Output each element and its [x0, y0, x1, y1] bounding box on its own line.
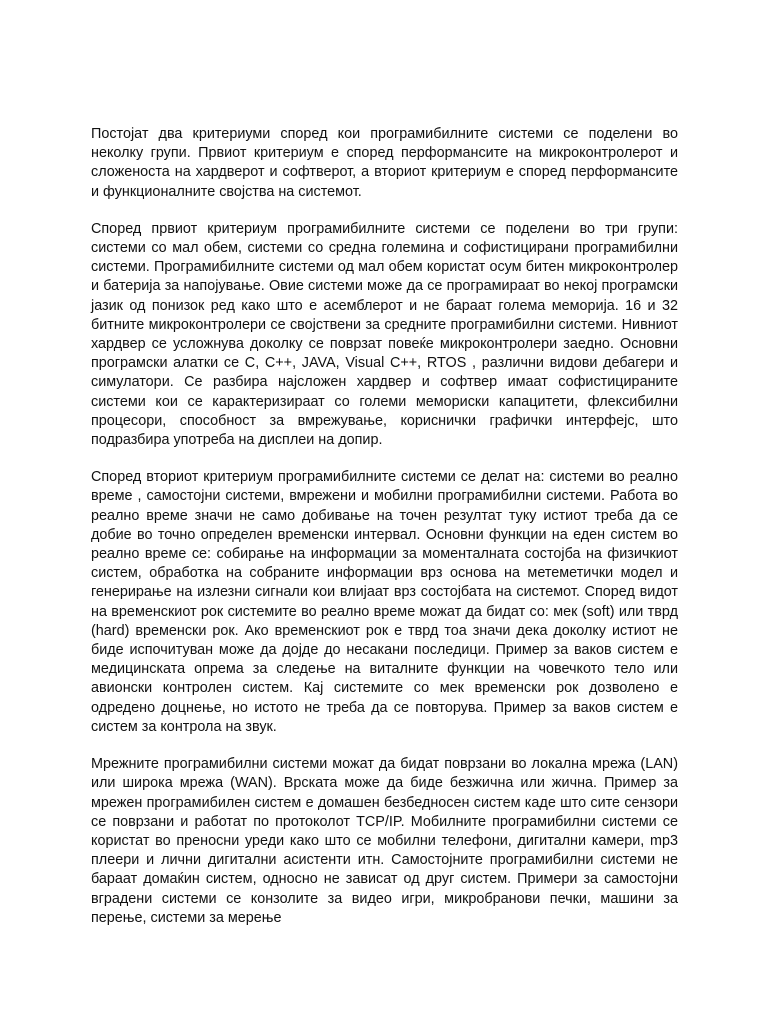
paragraph-network-systems: Мрежните програмибилни системи можат да бидат поврзани во локална мрежа (LAN) или широка мрежа (WAN). Врската може да биде безжична или жична. Пример за мрежен програмибилен систем е домашен безбедносен систем каде што сите сензори се поврзани и работат по протоколот TCP/IP. Мобилните програмибилни системи се користат во преносни уреди како што се мобилни телефони, дигитални камери, mp3 плеери и лични дигитални асистенти итн. Самостојните програмибилни системи не бараат домаќин систем, односно не зависат од друг систем. Примери за самостојни вградени системи се конзолите за видео игри, микробранови печки, машини за перење, системи за мерење	[91, 756, 678, 926]
paragraph-first-criterion: Според првиот критериум програмибилните системи се поделени во три групи: системи со мал обем, системи со средна големина и софистицирани програмибилни системи. Програмибилните системи од мал обем користат осум битен микроконтролер и батерија за напојување. Овие системи може да се програмираат во некој програмски јазик од понизок ред како што е асемблерот и не бараат голема меморија. 16 и 32 битните микроконтролери се својствени за средните програмибилни системи. Нивниот хардвер се усложнува доколку се поврзат повеќе микроконтролери заедно. Основни програмски алатки се C, C++, JAVA, Visual C++, RTOS , различни видови дебагери и симулатори. Се разбира најсложен хардвер и софтвер имаат софистицираните системи кои се карактеризираат со големи мемориски капацитети, флексибилни процесори, способност за вмрежување, кориснички графички интерфејс, што подразбира употреба на дисплеи на допир.	[91, 220, 678, 449]
paragraph-criteria-intro: Постојат два критериуми според кои програмибилните системи се поделени во неколку групи. Првиот критериум е според перформансите на микроконтролерот и сложеноста на хардверот и софтверот, а вториот критериум е според перформансите и функционалните својства на системот.	[91, 126, 678, 200]
paragraph-second-criterion: Според вториот критериум програмибилните системи се делат на: системи во реално време , самостојни системи, вмрежени и мобилни програмибилни системи. Работа во реално време значи не само добивање на точен резултат туку истиот треба да се добие во точно определен временски интервал. Основни функции на еден систем во реално време се: собирање на информации за моменталната состојба на физичкиот систем, обработка на собраните информации врз основа на метеметички модел и генерирање на излезни сигнали кои влијаат врз состојбата на системот. Според видот на временскиот рок системите во реално време можат да бидат со: мек (soft) или тврд (hard) временски рок. Ако временскиот рок е тврд тоа значи дека доколку истиот не биде испочитуван може да дојде до несакани последици. Пример за ваков систем е медицинската опрема за следење на виталните функции на човечкото тело или авионски контролен систем. Кај системите со мек временски рок дозволено е одредено доцнење, но истото не треба да се повторува. Пример за ваков систем е систем за контрола на звук.	[91, 469, 678, 735]
document-body	[91, 125, 678, 946]
